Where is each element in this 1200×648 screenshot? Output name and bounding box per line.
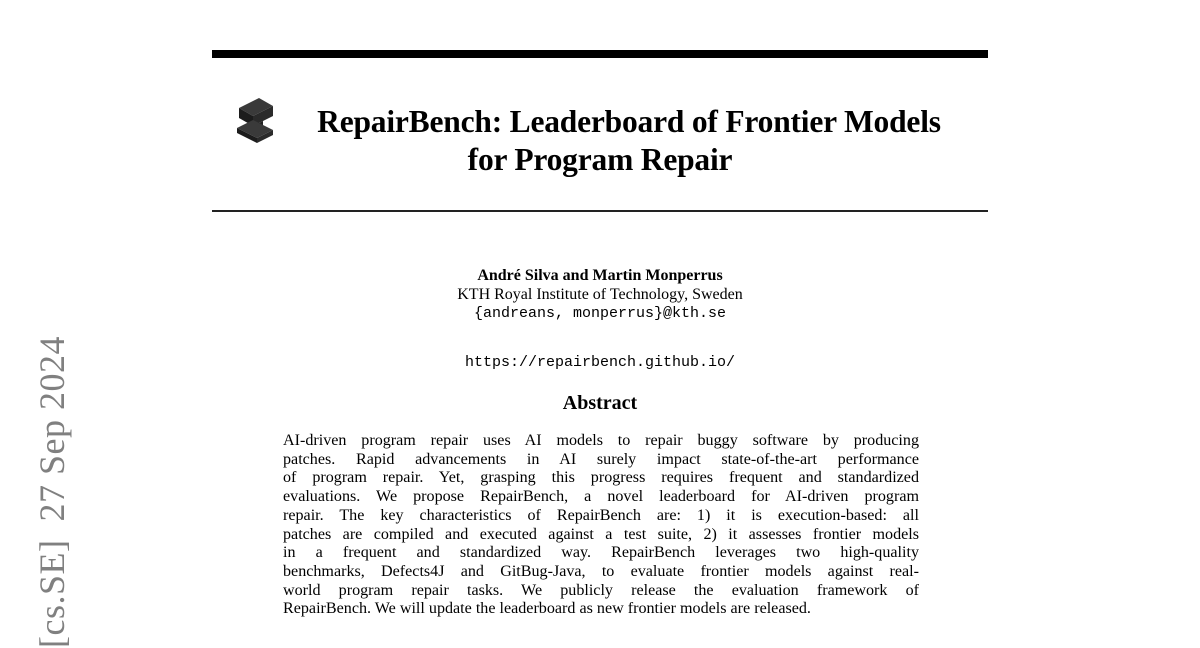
abstract-line: benchmarks, Defects4J and GitBug-Java, to evaluate frontier models against real-: [283, 562, 919, 580]
abstract-line: evaluations. We propose RepairBench, a novel leaderboard for AI-driven program: [283, 488, 919, 506]
project-url[interactable]: https://repairbench.github.io/: [464, 354, 736, 371]
abstract-line: patches are compiled and executed against a test suite, 2) it assesses frontier models: [283, 525, 919, 543]
title-line: RepairBench: Leaderboard of Frontier Models: [317, 104, 941, 139]
abstract-line: in a frequent and standardized way. RepairBench leverages two high-quality: [283, 544, 919, 562]
abstract-line: patches. Rapid advancements in AI surely impact state-of-the-art performance: [283, 450, 919, 468]
author-names: André Silva and Martin Monperrus: [477, 267, 723, 284]
author-email[interactable]: {andreans, monperrus}@kth.se: [473, 305, 727, 322]
abstract-heading: Abstract: [562, 392, 638, 414]
arxiv-stamp: [28, 336, 76, 648]
arxiv-date: 27 Sep 2024: [32, 336, 72, 522]
paper-title: [212, 103, 988, 179]
affiliation: KTH Royal Institute of Technology, Sweden: [457, 286, 743, 303]
bottom-rule: [212, 210, 988, 212]
abstract-line: repair. The key characteristics of RepairBench are: 1) it is execution-based: all: [283, 506, 919, 524]
abstract-body: [283, 432, 919, 619]
title-line: for Program Repair: [467, 142, 733, 177]
abstract-line: of program repair. Yet, grasping this progress requires frequent and standardized: [283, 469, 919, 487]
abstract-line: RepairBench. We will update the leaderboard as new frontier models are released.: [283, 600, 811, 618]
top-rule: [212, 50, 988, 58]
title-block: [212, 103, 988, 179]
abstract-line: AI-driven program repair uses AI models to repair buggy software by producing: [283, 432, 919, 449]
author-block: [212, 266, 988, 323]
arxiv-category: [cs.SE]: [32, 539, 72, 648]
abstract-line: world program repair tasks. We publicly release the evaluation framework of: [283, 581, 919, 599]
